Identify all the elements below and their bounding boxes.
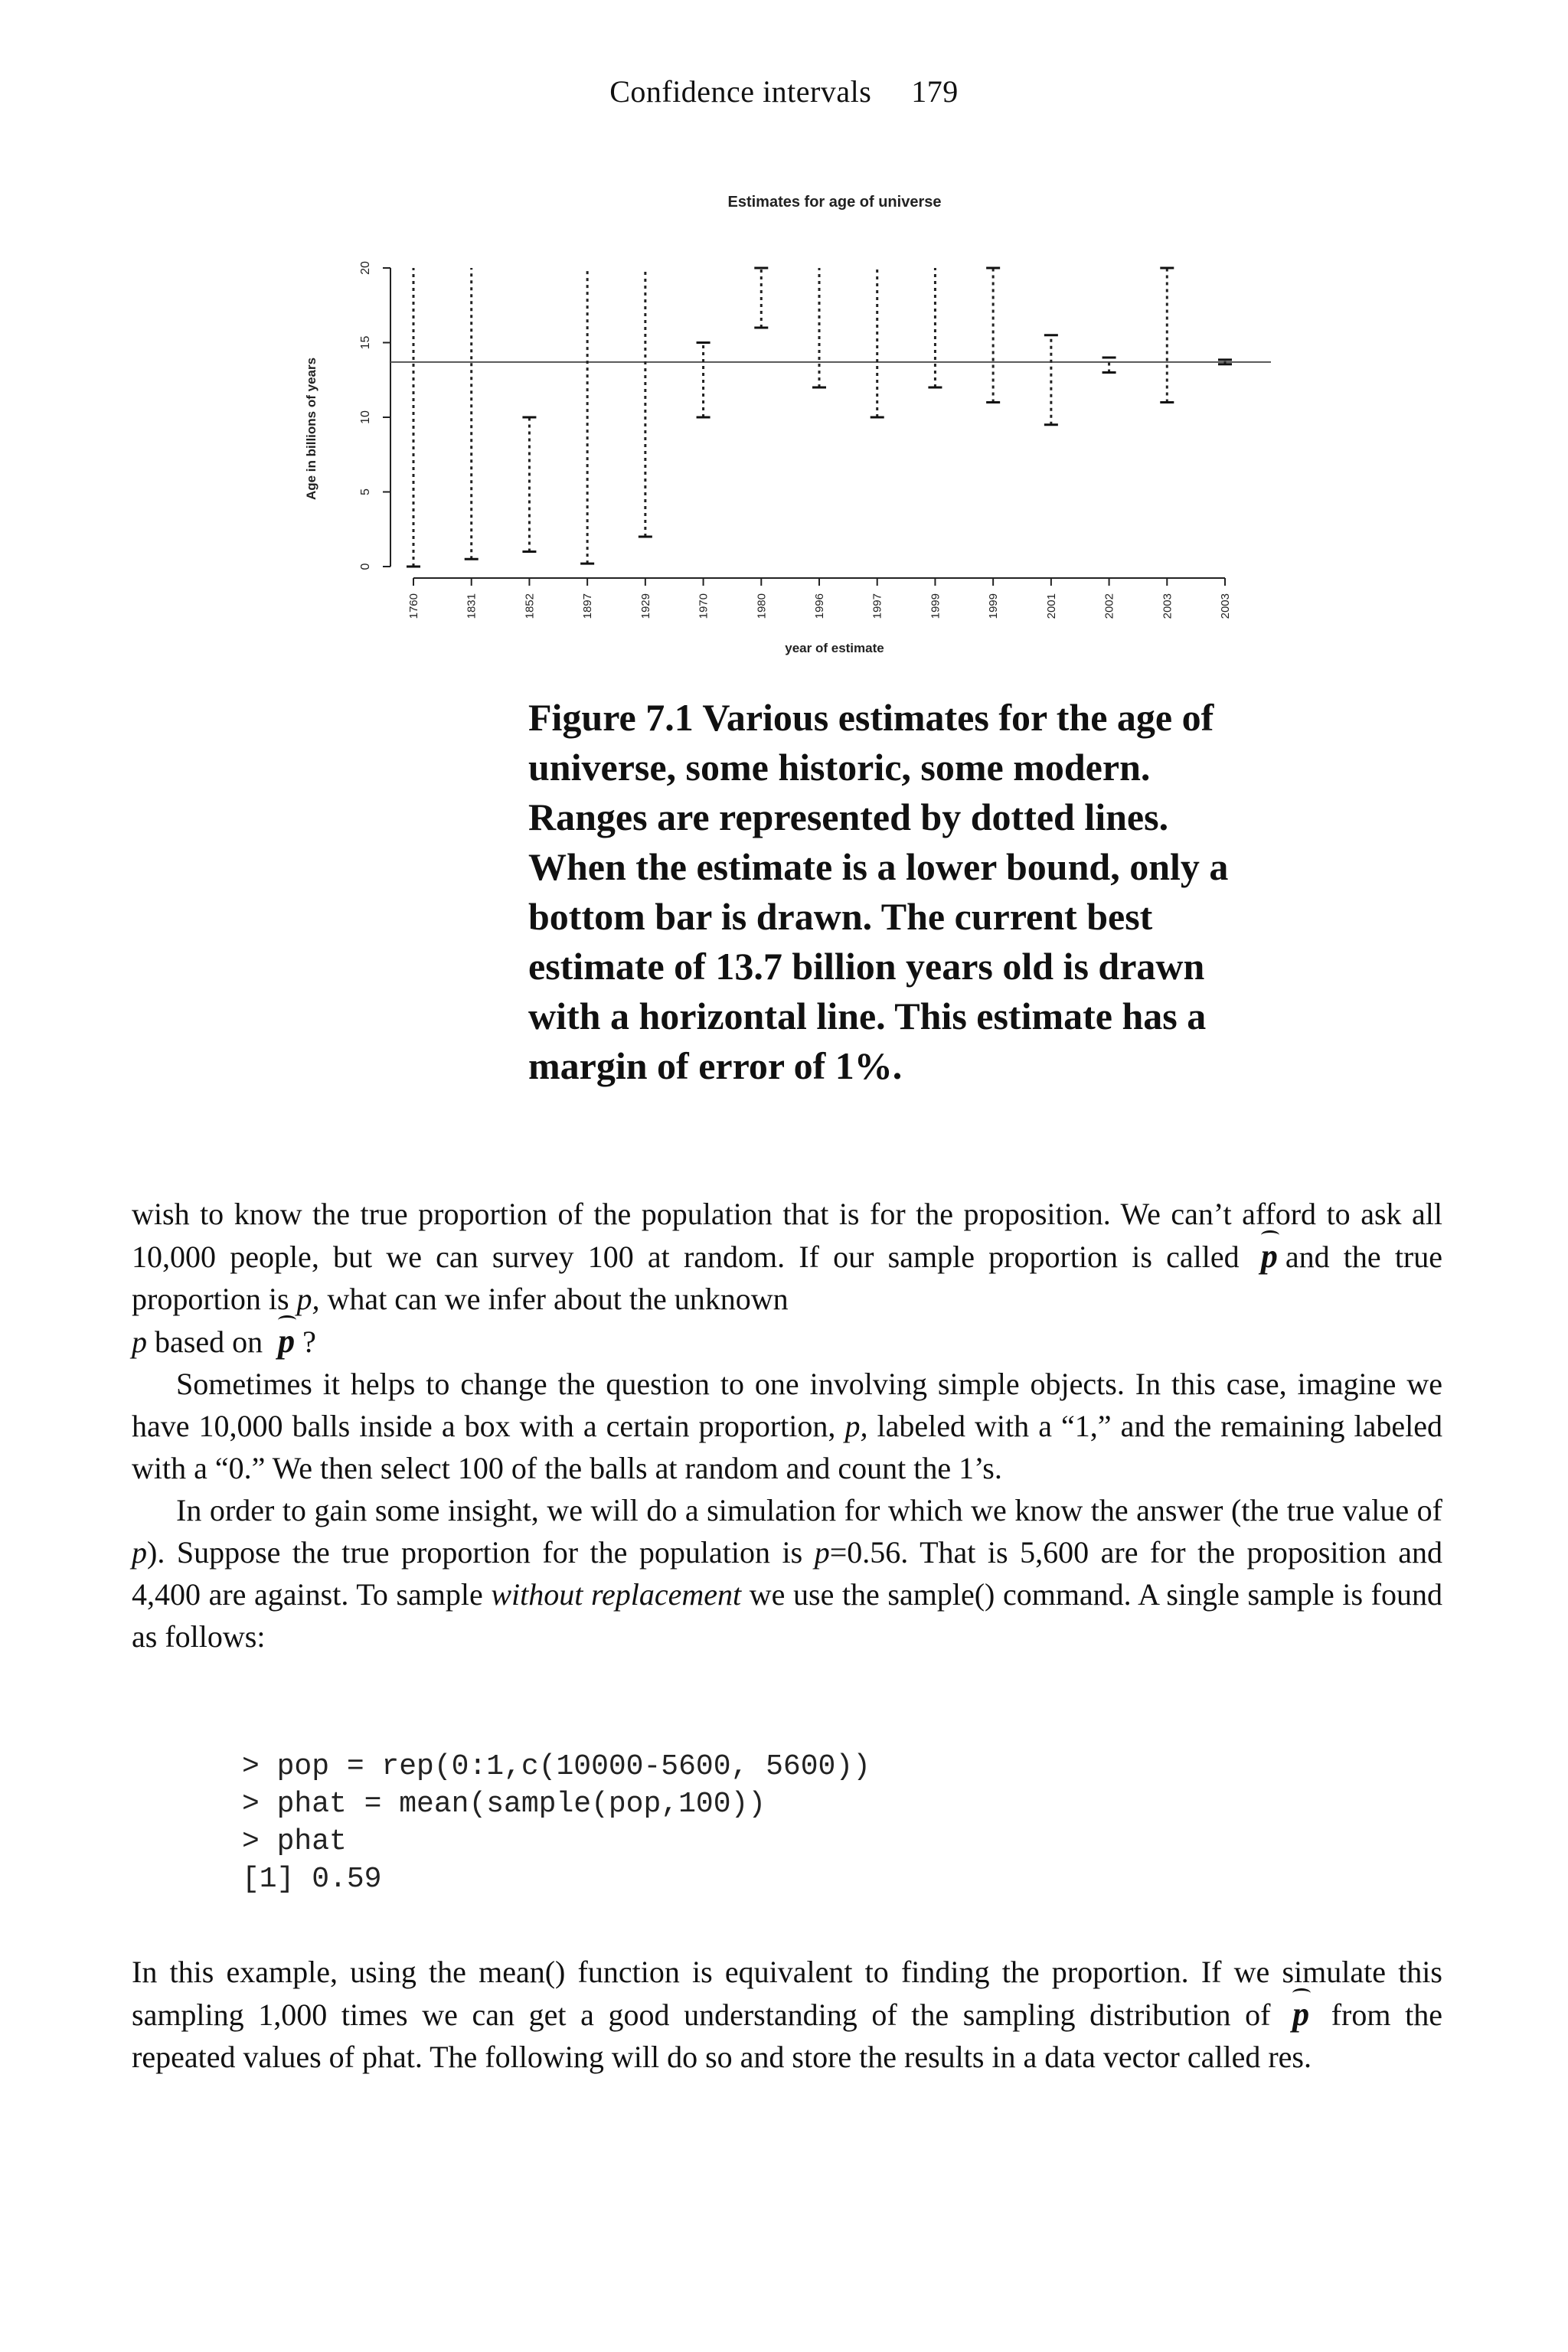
question-mark: ? (302, 1325, 316, 1359)
p-variable-4: p (132, 1535, 147, 1570)
x-tick-label: 1980 (755, 593, 769, 619)
x-tick-label: 1970 (697, 593, 710, 619)
y-tick-label: 5 (359, 488, 372, 495)
p-variable-5: p (814, 1535, 830, 1570)
figure-caption: Figure 7.1 Various estimates for the age of universe, some historic, some modern. Ranges are represented by dotted lines. When the estimate is a lower bound, only a bottom bar is drawn. The current best estimate of 13.7 billion years old is drawn with a horizontal line. This estimate has a margin of error of 1%. (528, 696, 1229, 1087)
x-tick-label: 1929 (639, 593, 652, 619)
x-tick-label: 2003 (1219, 593, 1232, 619)
p-hat-symbol-3: p (1289, 1993, 1312, 2035)
y-tick-label: 10 (359, 410, 372, 424)
x-tick-label: 1999 (987, 593, 1001, 619)
x-axis-label: year of estimate (785, 641, 884, 655)
code-block (242, 1748, 871, 1898)
page-number: 179 (911, 74, 959, 109)
paragraph-1-text-b: and the true proportion is (132, 1240, 1443, 1316)
paragraph-3-text-d: we use the sample() command. A single sample is found as follows: (132, 1577, 1442, 1654)
body-paragraphs-top (132, 1193, 1442, 1658)
paragraph-3-text-b: ). Suppose the true proportion for the population is (147, 1535, 815, 1570)
running-head-title: Confidence intervals (609, 74, 872, 109)
running-head (0, 74, 1568, 109)
p-variable-3: p, (844, 1409, 868, 1443)
paragraph-1-text-c: what can we infer about the unknown (319, 1282, 789, 1316)
code-line: > pop = rep(0:1,c(10000-5600, 5600)) (242, 1750, 871, 1783)
paragraph-3-text-a: In order to gain some insight, we will do a simulation for which we know the answer (the true value of (176, 1493, 1442, 1527)
paragraph-2-text-b: labeled with a “1,” and the remaining labeled with a “0.” We then select 100 of the balls at random and count the 1’s. (132, 1409, 1443, 1485)
x-tick-label: 1852 (523, 593, 537, 619)
x-tick-label: 2003 (1161, 593, 1174, 619)
x-tick-label: 1996 (813, 593, 826, 619)
paragraph-1-text-d: based on (147, 1325, 271, 1359)
paragraph-2-text-a: Sometimes it helps to change the question to one involving simple objects. In this case, imagine we have 10,000 balls inside a box with a certain proportion, (132, 1367, 1442, 1443)
p-variable: p, (296, 1282, 320, 1316)
x-tick-label: 1897 (581, 593, 595, 619)
paragraph-1 (132, 1193, 1442, 1363)
x-tick-label: 1831 (465, 593, 479, 619)
p-hat-symbol-2: p (275, 1320, 298, 1362)
paragraph-1-text-a: wish to know the true proportion of the population that is for the proposition. We can’t afford to ask all 10,000 people, but we can survey 100 at random. If our sample proportion is called (132, 1197, 1442, 1274)
p-variable-2: p (132, 1325, 147, 1359)
y-axis-label: Age in billions of years (304, 357, 318, 501)
y-tick-label: 0 (359, 563, 372, 570)
paragraph-2 (132, 1363, 1442, 1489)
chart-title: Estimates for age of universe (727, 194, 942, 211)
x-tick-label: 1999 (929, 593, 942, 619)
y-tick-label: 15 (359, 335, 372, 350)
paragraph-3-text-c: =0.56. That is 5,600 are for the proposition and 4,400 are against. To sample (132, 1535, 1442, 1612)
p-hat-symbol: p (1258, 1235, 1281, 1277)
paragraph-4 (132, 1951, 1442, 2078)
age-of-universe-chart (276, 176, 1286, 666)
code-line: > phat = mean(sample(pop,100)) (242, 1788, 766, 1821)
paragraph-3 (132, 1489, 1442, 1658)
code-line: [1] 0.59 (242, 1863, 382, 1896)
x-tick-label: 1997 (871, 593, 884, 619)
paragraph-4-text-b: from the repeated values of phat. The following will do so and store the results in a data vector called res. (132, 1998, 1442, 2074)
body-paragraphs-bottom (132, 1951, 1442, 2078)
x-tick-label: 2002 (1102, 593, 1116, 619)
x-tick-label: 1760 (407, 593, 420, 619)
emphasis-without-replacement: without replacement (491, 1577, 742, 1612)
paragraph-4-text-a: In this example, using the mean() function is equivalent to finding the proportion. If we simulate this sampling 1,000 times we can get a good understanding of the sampling distribution of (132, 1955, 1442, 2032)
code-line: > phat (242, 1825, 347, 1858)
x-tick-label: 2001 (1044, 593, 1058, 619)
y-tick-label: 20 (359, 261, 372, 275)
